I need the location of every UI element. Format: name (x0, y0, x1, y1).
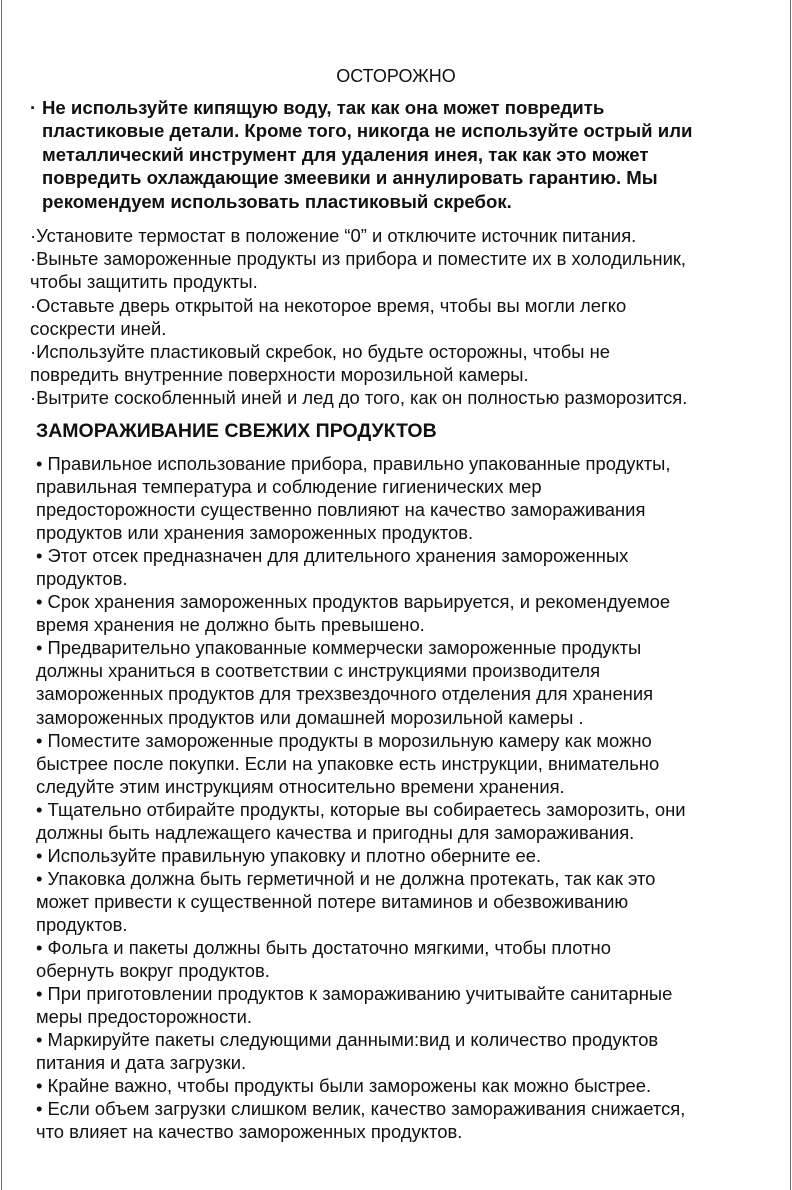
warning-text: Не используйте кипящую воду, так как она может повредить пластиковые детали. Кроме того, никогда не используйте острый или металлический инструмент для удаления инея, так как это может повредить охлаждающие змеевики и аннулировать гарантию. Мы рекомендуем использовать пластиковый скребок. (42, 97, 693, 212)
list-item: • Поместите замороженные продукты в морозильную камеру как можно быстрее после покупки. Если на упаковке есть инструкции, внимательно следуйте этим инструкциям относительно времени хранения. (36, 729, 660, 797)
list-item: • Срок хранения замороженных продуктов варьируется, и рекомендуемое время хранения не должно быть превышено. (36, 591, 671, 636)
list-item: • Фольга и пакеты должны быть достаточно мягкими, чтобы плотно обернуть вокруг продуктов. (36, 936, 611, 982)
list-item: • Маркируйте пакеты следующими данными:вид и количество продуктов питания и дата загрузки. (36, 1029, 659, 1074)
defrost-steps: ·Установите термостат в положение “0” и отключите источник питания. ·Выньте замороженные продукты из прибора и поместите их в холодильник, чтобы защитить продукты. ·Оставьте дверь открытой на некоторое время, чтобы вы могли легко соскрести иней. ·Используйте пластиковый скребок, но будьте осторожны, чтобы не повредить внутренние поверхности морозильной камеры. ·Вытрите соскобленный иней и лед до того, как он полностью разморозится. (30, 225, 688, 409)
page-left-border (1, 0, 2, 1190)
list-item: • Крайне важно, чтобы продукты были заморожены как можно быстрее. (36, 1075, 652, 1097)
list-item: • Предварительно упакованные коммерчески замороженные продукты должны храниться в соответствии с инструкциями производителя замороженных продуктов для трехзвездочного отделения для хранения замороженных продуктов или домашней морозильной камеры . (36, 637, 654, 728)
caution-warning-paragraph (30, 96, 770, 213)
list-item: • Упаковка должна быть герметичной и не должна протекать, так как это может привести к существенной потере витаминов и обезвоживанию продуктов. (36, 867, 656, 935)
page-right-border (790, 0, 791, 1190)
caution-heading: ОСТОРОЖНО (336, 66, 456, 86)
warning-bullet: · (30, 97, 37, 118)
list-item: • Тщательно отбирайте продукты, которые вы собираетесь заморозить, они должны быть надлежащего качества и пригодны для замораживания. (36, 798, 686, 843)
list-item: • Используйте правильную упаковку и плотно оберните ее. (36, 844, 542, 866)
list-item: • Правильное использование прибора, правильно упакованные продукты, правильная температура и соблюдение гигиенических мер предосторожности существенно повлияют на качество замораживания продуктов или хранения замороженных продуктов. (36, 453, 671, 544)
list-item: • При приготовлении продуктов к замораживанию учитывайте санитарные меры предосторожности. (36, 983, 673, 1028)
list-item: • Этот отсек предназначен для длительного хранения замороженных продуктов. (36, 545, 629, 590)
list-item: • Если объем загрузки слишком велик, качество замораживания снижается, что влияет на качество замороженных продуктов. (36, 1098, 686, 1143)
freezing-list (36, 452, 776, 1143)
freezing-section-heading: ЗАМОРАЖИВАНИЕ СВЕЖИХ ПРОДУКТОВ (36, 420, 437, 442)
